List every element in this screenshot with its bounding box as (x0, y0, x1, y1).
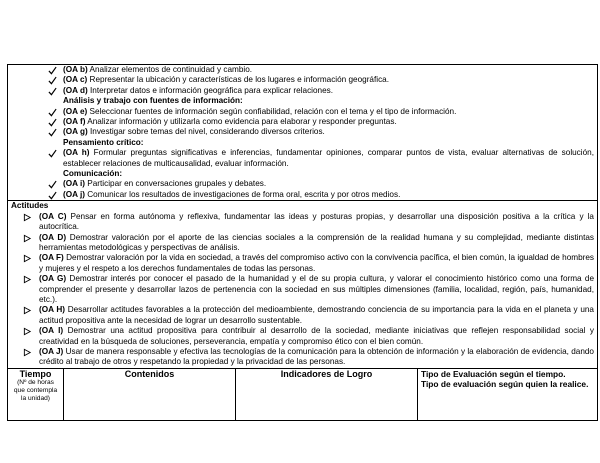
objective-item (11, 65, 594, 75)
objective-code: (OA j) (63, 189, 85, 199)
objective-text: Desarrollar actitudes favorables a la protección del medioambiente, demostrando conciencia de su importancia para la vida en el planeta y una actitud propositiva ante la necesidad de lograr un desarrollo sustentable. (39, 305, 594, 325)
arrow-bullet-icon (23, 233, 37, 243)
objective-code: (OA F) (39, 253, 64, 263)
objective-item (11, 190, 594, 200)
checkmark-icon (48, 179, 60, 189)
arrow-bullet-icon (23, 212, 37, 222)
arrow-bullet-icon (23, 326, 37, 336)
checkmark-icon (48, 75, 60, 85)
actitudes-cell (8, 201, 598, 369)
attitude-item (11, 253, 594, 274)
checkmark-icon (48, 127, 60, 137)
objective-text: Demostrar valoración por la vida en sociedad, a través del compromiso activo con la convivencia pacífica, el bien común, la igualdad de hombres y mujeres y el respeto a los derechos fundamentales de todas las personas. (39, 253, 594, 273)
subheading-pensamiento: Pensamiento crítico: (63, 137, 144, 147)
planning-table (7, 64, 598, 421)
tiempo-heading: Tiempo (19, 368, 52, 379)
attitude-item (11, 274, 594, 305)
objective-text: Analizar elementos de continuidad y cambio. (89, 65, 253, 74)
objective-code: (OA h) (63, 148, 90, 158)
contenidos-cell (64, 368, 236, 420)
objective-code: (OA e) (63, 106, 88, 116)
objective-item (11, 148, 594, 169)
objective-code: (OA b) (63, 65, 88, 74)
objective-code: (OA g) (63, 127, 88, 137)
objective-text: Analizar información y utilizarla como evidencia para elaborar y responder preguntas. (87, 117, 397, 127)
objective-text: Participar en conversaciones grupales y debates. (87, 179, 267, 189)
checkmark-icon (48, 117, 60, 127)
objective-code: (OA c) (63, 75, 88, 85)
objective-item (11, 75, 594, 85)
objective-item (11, 127, 594, 137)
objective-text: Pensar en forma autónoma y reflexiva, fundamentar las ideas y posturas propias, y desarrollar una disposición positiva a la crítica y la autocrítica. (39, 211, 594, 232)
objective-code: (OA J) (39, 346, 64, 356)
attitude-item (11, 326, 594, 347)
objective-text: Representar la ubicación y características de los lugares e información geográfica. (89, 75, 389, 85)
actitudes-row (8, 201, 598, 369)
skills-cell (8, 65, 598, 201)
attitude-item (11, 305, 594, 326)
objective-item (11, 179, 594, 189)
checkmark-icon (48, 148, 60, 158)
objective-item (11, 86, 594, 96)
objective-text: Demostrar interés por conocer el pasado de la humanidad y el de su propia cultura, y valorar el conocimiento histórico como una forma de comprender el presente y desarrollar lazos de pertenencia con la sociedad en sus múltiples dimensiones (familia, localidad, región, país, humanidad, etc.). (39, 274, 595, 304)
checkmark-icon (48, 65, 60, 75)
tipo-evaluacion-quien: Tipo de evaluación según quien la realice. (421, 379, 589, 390)
indicadores-heading: Indicadores de Logro (280, 368, 373, 379)
skills-row (8, 65, 598, 201)
objective-code: (OA D) (39, 232, 67, 242)
objective-text: Usar de manera responsable y efectiva las tecnologías de la comunicación para la obtención de información y la elaboración de evidencia, dando crédito al trabajo de otros y respetando la propiedad y la privacidad de las personas. (39, 346, 594, 367)
objective-text: Comunicar los resultados de investigaciones de forma oral, escrita y por otros medios. (87, 189, 401, 199)
objective-code: (OA d) (63, 85, 88, 95)
arrow-bullet-icon (23, 253, 37, 263)
checkmark-icon (48, 190, 60, 200)
objective-text: Demostrar valoración por el aporte de las ciencias sociales a la comprensión de la realidad humana y su complejidad, mediante distintas herramientas metodológicas y perspectivas de análisis. (39, 232, 595, 252)
objective-code: (OA H) (39, 305, 66, 315)
arrow-bullet-icon (23, 274, 37, 284)
contenidos-heading: Contenidos (124, 368, 175, 379)
indicadores-cell (236, 368, 418, 420)
tipo-evaluacion-cell (418, 368, 598, 420)
objective-text: Seleccionar fuentes de información según confiabilidad, relación con el tema y el tipo de información. (89, 106, 457, 116)
checkmark-icon (48, 86, 60, 96)
actitudes-heading: Actitudes (11, 201, 49, 211)
subheading-fuentes: Análisis y trabajo con fuentes de información: (63, 96, 243, 106)
arrow-bullet-icon (23, 347, 37, 357)
objective-text: Investigar sobre temas del nivel, considerando diversos criterios. (90, 127, 325, 137)
checkmark-icon (48, 107, 60, 117)
tiempo-note: (Nº de horas que contempla la unidad) (13, 379, 58, 403)
objective-code: (OA i) (63, 179, 85, 189)
evaluation-header-row (8, 368, 598, 420)
tipo-evaluacion-tiempo: Tipo de Evaluación según el tiempo. (421, 368, 566, 379)
objective-text: Formular preguntas significativas e inferencias, fundamentar opiniones, comparar puntos de vista, evaluar alternativas de solución, establecer relaciones de multicausalidad, evaluar información. (63, 148, 594, 168)
objective-code: (OA G) (39, 274, 67, 284)
objective-text: Interpretar datos e información geográfica para explicar relaciones. (90, 85, 334, 95)
attitude-item (11, 233, 594, 254)
attitude-item (11, 347, 594, 368)
attitude-item (11, 212, 594, 233)
objective-code: (OA I) (39, 326, 64, 336)
objective-code: (OA C) (39, 211, 67, 221)
arrow-bullet-icon (23, 305, 37, 315)
objective-item (11, 107, 594, 117)
tiempo-cell (8, 368, 64, 420)
subheading-comunicacion: Comunicación: (63, 169, 123, 179)
objective-item (11, 117, 594, 127)
objective-code: (OA f) (63, 117, 86, 127)
objective-text: Demostrar una actitud propositiva para contribuir al desarrollo de la sociedad, mediante iniciativas que reflejen responsabilidad social y creatividad en la búsqueda de soluciones, perseverancia, empatía y compromiso ético con el bien común. (39, 326, 595, 346)
